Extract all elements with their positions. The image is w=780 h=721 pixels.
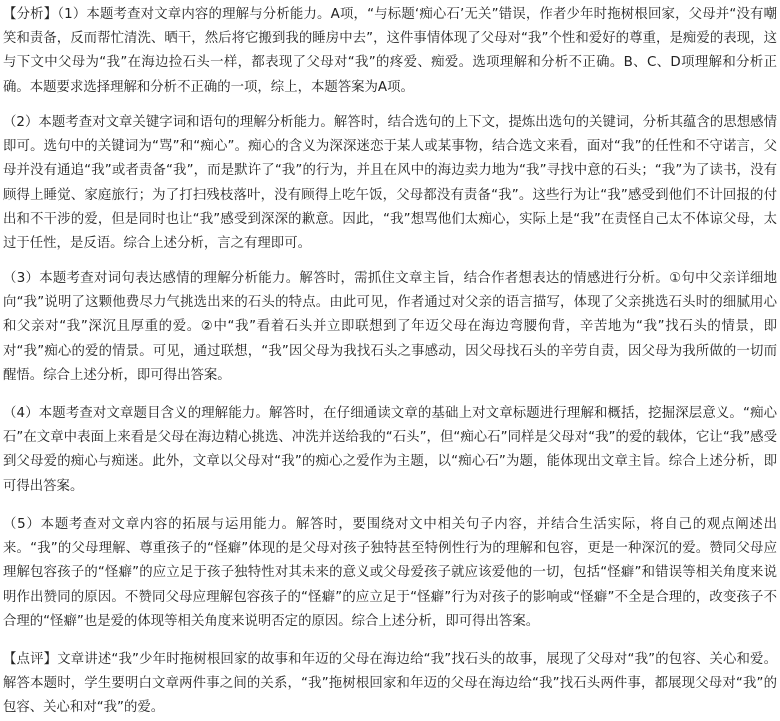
analysis-paragraph-5: （5）本题考查对文章内容的拓展与运用能力。解答时，要围绕对文中相关句子内容，并结合生活实际，将自己的观点阐述出来。“我”的父母理解、尊重孩子的“怪癖”体现的是父母对孩子独特甚至特例性行为的理解和包容，更是一种深沉的爱。赞同父母应理解包容孩子的“怪癖”的应立足于孩子独特性对其未来的意义或父母爱孩子就应该爱他的一切，包括“怪癖”和错误等相关角度来说明作出赞同的原因。不赞同父母应理解包容孩子的“怪癖”的应立足于“怪癖”行为对孩子的影响或“怪癖”不全是合理的，改变孩子不合理的“怪癖”也是爱的体现等相关角度来说明否定的原因。综合上述分析，即可得出答案。 [3,517,777,629]
analysis-paragraph-2: （2）本题考查对文章关键字词和语句的理解分析能力。解答时，结合选句的上下文，提炼出选句的关键词，分析其蕴含的思想感情即可。选句中的关键词为“骂”和“痴心”。痴心的含义为深深迷恋于某人或某事物，结合选文来看，面对“我”的任性和不守诺言，父母并没有通追“我”或者责备“我”，而是默许了“我”的行为，并且在风中的海边卖力地为“我”寻找中意的石头；“我”为了读书，没有顾得上睡觉、家庭旅行；为了打扫残枝落叶，没有顾得上吃午饭，父母都没有责备“我”。这些行为让“我”感受到他们不计回报的付出和不干涉的爱，但是同时也让“我”感受到深深的歉意。因此，“我”想骂他们太痴心，实际上是“我”在责怪自己太不体谅父母，太过于任性，是反语。综合上述分析，言之有理即可。 [3,115,777,252]
comment-paragraph: 【点评】文章讲述“我”少年时拖树根回家的故事和年迈的父母在海边给“我”找石头的故事，展现了父母对“我”的包容、关心和爱。解答本题时，学生要明白文章两件事之间的关系，“我”拖树根回家和年迈的父母在海边给“我”找石头两件事，都展现父母对“我”的包容、关心和对“我”的爱。 [3,652,777,716]
analysis-paragraph-1: 【分析】（1）本题考查对文章内容的理解与分析能力。A项，“与标题‘痴心石’无关”错误，作者少年时拖树根回家，父母并“没有嘲笑和责备，反而帮忙清洗、晒干，然后将它搬到我的睡房中去”，这件事情体现了父母对“我”个性和爱好的尊重，是痴爱的表现，这与下文中父母为“我”在海边捡石头一样，都表现了父母对“我”的疼爱、痴爱。选项理解和分析不正确。B、C、D项理解和分析正确。本题要求选择理解和分析不正确的一项，综上，本题答案为A项。 [3,7,777,95]
analysis-paragraph-4: （4）本题考查对文章题目含义的理解能力。解答时，在仔细通读文章的基础上对文章标题进行理解和概括，挖掘深层意义。“痴心石”在文章中表面上来看是父母在海边精心挑选、冲洗并送给我的“石头”，但“痴心石”同样是父母对“我”的爱的载体，它让“我”感受到父母爱的痴心与痴迷。此外，文章以父母对“我”的痴心之爱作为主题，以“痴心石”为题，能体现出文章主旨。综合上述分析，即可得出答案。 [3,406,777,494]
analysis-paragraph-3: （3）本题考查对词句表达感情的理解分析能力。解答时，需抓住文章主旨，结合作者想表达的情感进行分析。①句中父亲详细地向“我”说明了这颗他费尽力气挑选出来的石头的特点。由此可见，作者通过对父亲的语言描写，体现了父亲挑选石头时的细腻用心和父亲对“我”深沉且厚重的爱。②中“我”看着石头并立即联想到了年迈父母在海边弯腰佝背，辛苦地为“我”找石头的情景，即对“我”痴心的爱的情景。可见，通过联想，“我”因父母为我找石头之事感动，因父母找石头的辛劳自责，因父母为我所做的一切而醒悟。综合上述分析，即可得出答案。 [3,271,777,383]
